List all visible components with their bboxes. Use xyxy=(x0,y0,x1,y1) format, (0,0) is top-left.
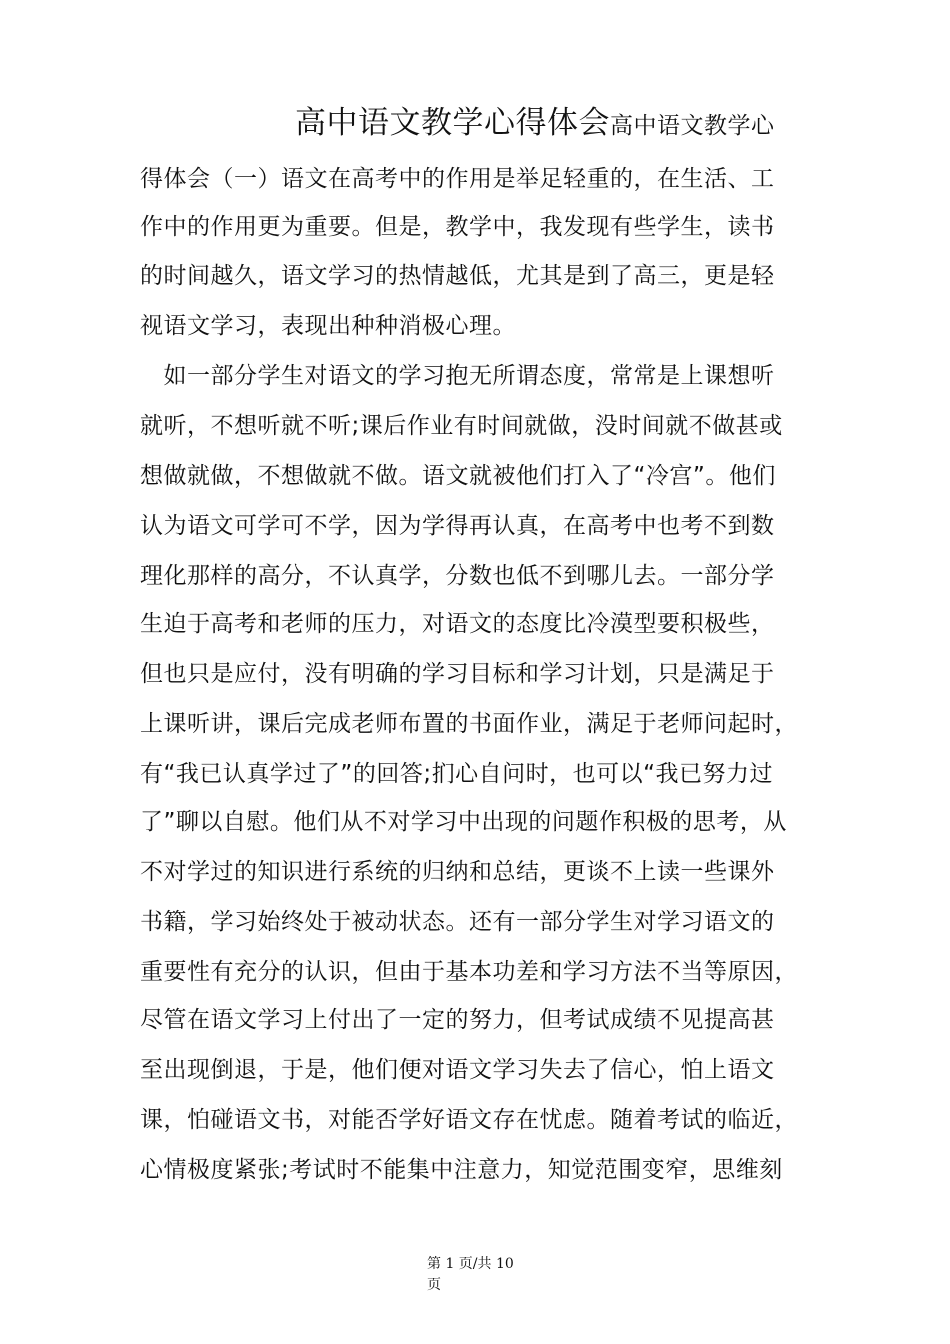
paragraph-2-line: 但也只是应付，没有明确的学习目标和学习计划，只是满足于 xyxy=(140,661,775,687)
paragraph-2-line: 生迫于高考和老师的压力，对语文的态度比冷漠型要积极些， xyxy=(140,611,775,637)
paragraph-2-line: 了”聊以自慰。他们从不对学习中出现的问题作积极的思考，从 xyxy=(140,809,787,835)
page-number: 第 1 页/共 10 xyxy=(427,1256,514,1272)
document-title xyxy=(295,105,775,141)
paragraph-2-line: 不对学过的知识进行系统的归纳和总结，更谈不上读一些课外 xyxy=(140,859,775,885)
paragraph-2-line: 重要性有充分的认识，但由于基本功差和学习方法不当等原因， xyxy=(140,959,798,985)
paragraph-2-line: 至出现倒退，于是，他们便对语文学习失去了信心，怕上语文 xyxy=(140,1057,775,1083)
paragraph-2-line: 书籍，学习始终处于被动状态。还有一部分学生对学习语文的 xyxy=(140,909,775,935)
title-continuation: 高中语文教学心 xyxy=(610,113,775,139)
paragraph-2-line: 上课听讲，课后完成老师布置的书面作业，满足于老师问起时， xyxy=(140,711,798,737)
paragraph-1-line: 作中的作用更为重要。但是，教学中，我发现有些学生，读书 xyxy=(140,214,775,240)
paragraph-1-line: 得体会（一）语文在高考中的作用是举足轻重的，在生活、工 xyxy=(140,166,775,192)
paragraph-2-line: 认为语文可学可不学，因为学得再认真，在高考中也考不到数 xyxy=(140,513,775,539)
paragraph-2-line: 心情极度紧张;考试时不能集中注意力，知觉范围变窄，思维刻 xyxy=(140,1157,783,1183)
paragraph-2-line: 理化那样的高分，不认真学，分数也低不到哪儿去。一部分学 xyxy=(140,563,775,589)
page-number-continuation: 页 xyxy=(427,1277,441,1293)
paragraph-2-line: 如一部分学生对语文的学习抱无所谓态度，常常是上课想听 xyxy=(140,363,775,389)
paragraph-2-line: 想做就做，不想做就不做。语文就被他们打入了“冷宫”。他们 xyxy=(140,463,776,489)
paragraph-2-line: 尽管在语文学习上付出了一定的努力，但考试成绩不见提高甚 xyxy=(140,1007,775,1033)
title-main: 高中语文教学心得体会 xyxy=(295,105,610,141)
paragraph-2-line: 课，怕碰语文书，对能否学好语文存在忧虑。随着考试的临近， xyxy=(140,1107,798,1133)
paragraph-2-line: 就听，不想听就不听;课后作业有时间就做，没时间就不做甚或 xyxy=(140,413,783,439)
paragraph-1-line: 的时间越久，语文学习的热情越低，尤其是到了高三，更是轻 xyxy=(140,263,775,289)
paragraph-1-line: 视语文学习，表现出种种消极心理。 xyxy=(140,313,516,339)
paragraph-2-line: 有“我已认真学过了”的回答;扪心自问时，也可以“我已努力过 xyxy=(140,761,773,787)
